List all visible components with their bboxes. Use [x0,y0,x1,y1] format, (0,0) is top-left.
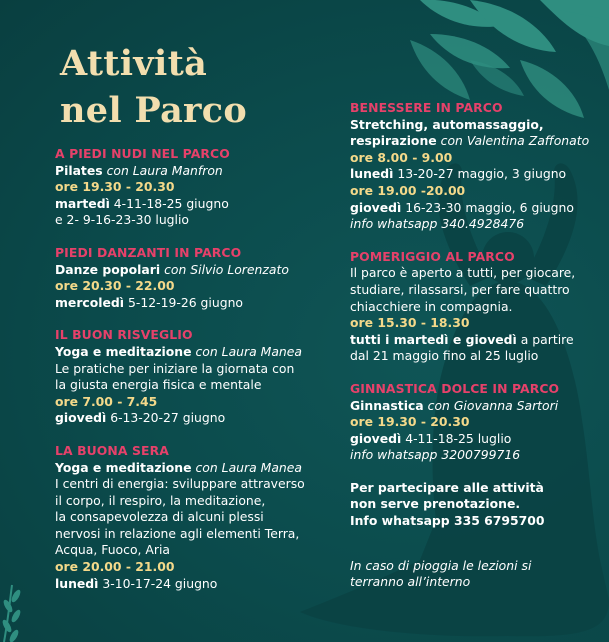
days-label: mercoledì [55,294,125,310]
days-label: giovedì [350,199,402,215]
description-line: la giusta energia fisica e mentale [55,377,262,393]
title-line-1: Attività [60,43,208,84]
description-line: I centri di energia: sviluppare attraverso [55,476,305,492]
description-line: chiacchiere in compagnia. [350,298,513,314]
activity-name: Danze popolari [55,261,161,277]
instructor: con Laura Manea [195,343,302,359]
description-line: Le pratiche per iniziare la giornata con [55,360,295,376]
left-column [55,146,325,608]
description-line: Il parco è aperto a tutti, per giocare, [350,265,576,281]
info-whatsapp: info whatsapp 3200799716 [350,447,521,463]
section-title: GINNASTICA DOLCE IN PARCO [350,380,560,396]
booking-note [350,480,595,530]
activity-name: respirazione [350,133,437,149]
time: ore 19.30 - 20.30 [55,179,175,195]
activity-name: Stretching, automassaggio, [350,116,544,132]
section-title: A PIEDI NUDI NEL PARCO [55,146,230,161]
days-text-2: e 2- 9-16-23-30 luglio [55,212,190,228]
note-line: Info whatsapp 335 6795700 [350,513,545,529]
section-buona-sera [55,443,325,592]
days-text: a partire [520,331,574,347]
days-text: 16-23-30 maggio, 6 giugno [405,199,574,215]
info-whatsapp: info whatsapp 340.4928476 [350,216,525,232]
days-label: tutti i martedì e giovedì [350,331,517,347]
days-label: giovedì [350,430,402,446]
instructor: con Laura Manea [195,459,302,475]
section-pomeriggio [350,249,595,365]
note-line: non serve prenotazione. [350,496,521,512]
rain-line: terranno all’interno [350,574,471,590]
section-ginnastica [350,381,595,464]
time: ore 20.00 - 21.00 [55,559,175,575]
activity-name: Pilates [55,162,103,178]
time: ore 7.00 - 7.45 [55,393,158,409]
section-a-piedi-nudi [55,146,325,229]
section-buon-risveglio [55,327,325,427]
section-title: IL BUON RISVEGLIO [55,327,193,343]
description-line: Acqua, Fuoco, Aria [55,542,171,558]
time: ore 15.30 - 18.30 [350,315,470,331]
description-line: il corpo, il respiro, la meditazione, [55,492,266,508]
days-text: 4-11-18-25 luglio [405,430,512,446]
days-text: 5-12-19-26 giugno [128,294,244,310]
activity-name: Yoga e meditazione [55,459,192,475]
activity-name: Yoga e meditazione [55,343,192,359]
section-title: PIEDI DANZANTI IN PARCO [55,244,242,260]
days-label: lunedì [350,166,394,182]
page-title [60,40,247,134]
time: ore 20.30 - 22.00 [55,278,175,294]
title-line-2: nel Parco [60,90,248,131]
description-line: studiare, rilassarsi, per fare quattro [350,281,570,297]
rain-note [350,558,595,591]
days-label: martedì [55,195,110,211]
instructor: con Giovanna Sartori [427,397,559,413]
section-title: BENESSERE IN PARCO [350,100,503,115]
instructor: con Valentina Zaffonato [440,133,590,149]
time: ore 19.30 - 20.30 [350,414,470,430]
time: ore 19.00 -20.00 [350,182,466,198]
rain-line: In caso di pioggia le lezioni si [350,557,532,573]
days-text: 6-13-20-27 giugno [110,410,226,426]
section-title: POMERIGGIO AL PARCO [350,248,515,264]
section-piedi-danzanti [55,245,325,311]
days-text-2: dal 21 maggio fino al 25 luglio [350,348,539,364]
days-text: 13-20-27 maggio, 3 giugno [397,166,567,182]
days-label: lunedì [55,575,99,591]
days-text: 3-10-17-24 giugno [102,575,218,591]
days-text: 4-11-18-25 giugno [113,195,229,211]
note-line: Per partecipare alle attività [350,479,544,495]
section-benessere [350,100,595,233]
instructor: con Silvio Lorenzato [164,261,289,277]
section-title: LA BUONA SERA [55,442,169,458]
time: ore 8.00 - 9.00 [350,149,453,165]
right-column [350,100,595,591]
activity-name: Ginnastica [350,397,424,413]
description-line: nervosi in relazione agli elementi Terra, [55,525,300,541]
instructor: con Laura Manfron [106,162,223,178]
days-label: giovedì [55,410,107,426]
description-line: la consapevolezza di alcuni plessi [55,509,264,525]
